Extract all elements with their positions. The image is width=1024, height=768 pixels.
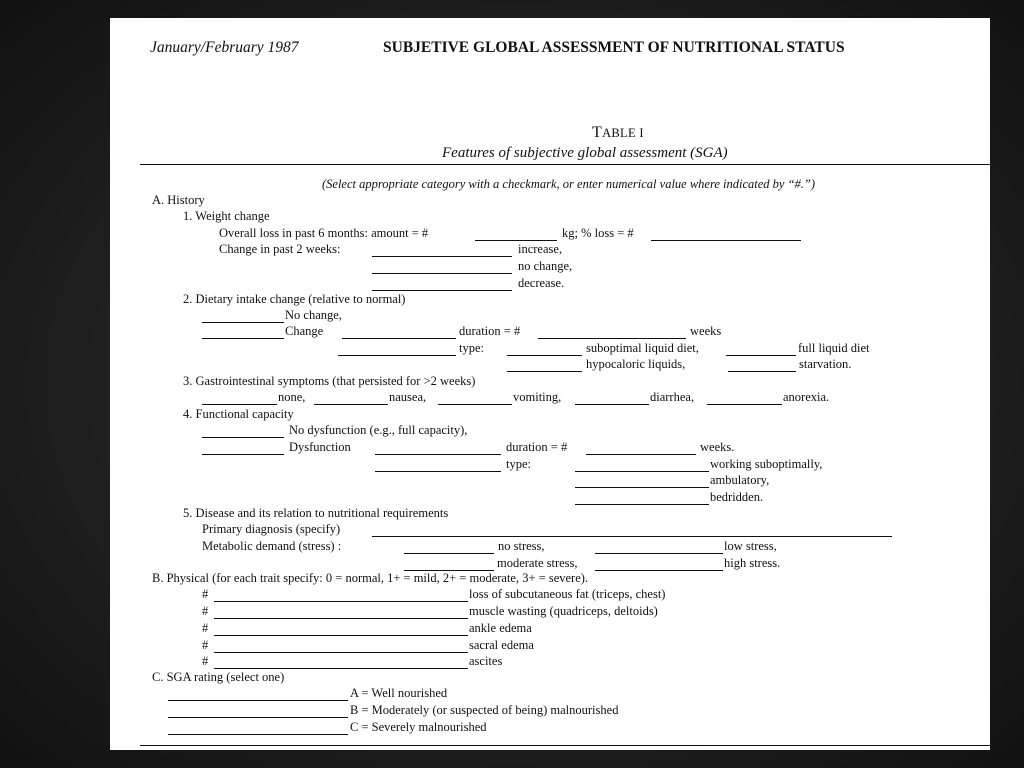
gi-none-label: none, — [278, 390, 306, 404]
section-b-heading: B. Physical (for each trait specify: 0 = normal, 1+ = mild, 2+ = moderate, 3+ = severe). — [152, 571, 589, 585]
instructions: (Select appropriate category with a checkmark, or enter numerical value where indicated by “#.”) — [322, 177, 816, 191]
low-stress-label: low stress, — [724, 539, 777, 553]
physical-hash: # — [202, 621, 209, 635]
physical-hash: # — [202, 638, 209, 652]
physical-hash: # — [202, 654, 209, 668]
gi-nausea-line[interactable] — [314, 404, 388, 405]
diet-duration-label: duration = # — [459, 324, 521, 338]
func-type-label: type: — [506, 457, 531, 471]
physical-score-field[interactable] — [214, 618, 468, 619]
bottom-rule — [140, 745, 990, 746]
hypocaloric-line[interactable] — [507, 371, 582, 372]
diet-type-label: type: — [459, 341, 484, 355]
physical-score-field[interactable] — [214, 601, 468, 602]
gi-diarrhea-line[interactable] — [575, 404, 649, 405]
rating-b-line[interactable] — [168, 717, 348, 718]
starvation-label: starvation. — [799, 357, 852, 371]
suboptimal-liquid-line[interactable] — [507, 355, 582, 356]
table-caption: Features of subjective global assessment (SGA) — [442, 145, 728, 161]
working-suboptimally-line[interactable] — [575, 471, 709, 472]
increase-checkbox-line[interactable] — [372, 256, 512, 257]
gi-nausea-label: nausea, — [389, 390, 427, 404]
ambulatory-line[interactable] — [575, 487, 709, 488]
diet-no-change-line[interactable] — [202, 322, 284, 323]
section-a-heading: A. History — [152, 193, 205, 207]
high-stress-label: high stress. — [724, 556, 781, 570]
rating-c-label: C = Severely malnourished — [350, 720, 487, 734]
no-change-label: no change, — [518, 259, 573, 273]
decrease-label: decrease. — [518, 276, 565, 290]
dysfunction-blank[interactable] — [375, 454, 501, 455]
table-label-initial: T — [592, 124, 603, 141]
functional-title: 4. Functional capacity — [183, 407, 294, 421]
no-stress-line[interactable] — [404, 553, 494, 554]
func-duration-label: duration = # — [506, 440, 568, 454]
hypocaloric-label: hypocaloric liquids, — [586, 357, 686, 371]
percent-loss-field[interactable] — [651, 240, 801, 241]
diet-change-blank[interactable] — [342, 338, 456, 339]
diet-no-change-label: No change, — [285, 308, 342, 322]
diet-duration-field[interactable] — [538, 338, 686, 339]
no-stress-label: no stress, — [498, 539, 545, 553]
table-label-rest: ABLE I — [602, 126, 644, 140]
physical-score-field[interactable] — [214, 652, 468, 653]
low-stress-line[interactable] — [595, 553, 723, 554]
suboptimal-liquid-label: suboptimal liquid diet, — [586, 341, 699, 355]
physical-item: ascites — [469, 654, 503, 668]
bedridden-line[interactable] — [575, 504, 709, 505]
top-rule — [140, 164, 990, 165]
decrease-checkbox-line[interactable] — [372, 290, 512, 291]
rating-b-label: B = Moderately (or suspected of being) malnourished — [350, 703, 619, 717]
ambulatory-label: ambulatory, — [710, 473, 770, 487]
weight-loss-amount-field[interactable] — [475, 240, 557, 241]
table-label — [592, 125, 644, 141]
change-2-weeks-label: Change in past 2 weeks: — [219, 242, 341, 256]
physical-hash: # — [202, 604, 209, 618]
full-liquid-line[interactable] — [726, 355, 796, 356]
physical-item: sacral edema — [469, 638, 534, 652]
no-change-checkbox-line[interactable] — [372, 273, 512, 274]
high-stress-line[interactable] — [595, 570, 723, 571]
disease-title: 5. Disease and its relation to nutritional requirements — [183, 506, 449, 520]
weight-change-title: 1. Weight change — [183, 209, 270, 223]
diet-change-line[interactable] — [202, 338, 284, 339]
journal-date: January/February 1987 — [150, 39, 299, 56]
physical-hash: # — [202, 587, 209, 601]
gi-diarrhea-label: diarrhea, — [650, 390, 695, 404]
primary-diagnosis-field[interactable] — [372, 536, 892, 537]
gi-none-line[interactable] — [202, 404, 277, 405]
gi-anorexia-line[interactable] — [707, 404, 782, 405]
metabolic-demand-label: Metabolic demand (stress) : — [202, 539, 342, 553]
starvation-line[interactable] — [728, 371, 796, 372]
bedridden-label: bedridden. — [710, 490, 764, 504]
dietary-title: 2. Dietary intake change (relative to normal) — [183, 292, 406, 306]
rating-a-line[interactable] — [168, 700, 348, 701]
overall-loss-label: Overall loss in past 6 months: amount = # — [219, 226, 429, 240]
func-duration-field[interactable] — [586, 454, 696, 455]
no-dysfunction-label: No dysfunction (e.g., full capacity), — [289, 423, 468, 437]
physical-score-field[interactable] — [214, 635, 468, 636]
document-page — [110, 18, 990, 750]
full-liquid-label: full liquid diet — [798, 341, 870, 355]
physical-item: loss of subcutaneous fat (triceps, chest) — [469, 587, 666, 601]
working-suboptimally-label: working suboptimally, — [710, 457, 823, 471]
kg-loss-label: kg; % loss = # — [562, 226, 634, 240]
diet-weeks-label: weeks — [690, 324, 722, 338]
rating-a-label: A = Well nourished — [350, 686, 448, 700]
moderate-stress-label: moderate stress, — [497, 556, 578, 570]
no-dysfunction-line[interactable] — [202, 437, 284, 438]
gi-anorexia-label: anorexia. — [783, 390, 830, 404]
physical-score-field[interactable] — [214, 668, 468, 669]
diet-change-label: Change — [285, 324, 324, 338]
primary-diagnosis-label: Primary diagnosis (specify) — [202, 522, 341, 536]
physical-item: ankle edema — [469, 621, 532, 635]
func-weeks-label: weeks. — [700, 440, 735, 454]
dysfunction-line[interactable] — [202, 454, 284, 455]
increase-label: increase, — [518, 242, 563, 256]
diet-type-blank[interactable] — [338, 355, 456, 356]
rating-c-line[interactable] — [168, 734, 348, 735]
gi-title: 3. Gastrointestinal symptoms (that persisted for >2 weeks) — [183, 374, 476, 388]
gi-vomiting-label: vomiting, — [513, 390, 562, 404]
section-c-heading: C. SGA rating (select one) — [152, 670, 285, 684]
physical-item: muscle wasting (quadriceps, deltoids) — [469, 604, 658, 618]
func-type-blank[interactable] — [375, 471, 501, 472]
document-title: SUBJETIVE GLOBAL ASSESSMENT OF NUTRITIONAL STATUS — [383, 39, 845, 56]
gi-vomiting-line[interactable] — [438, 404, 512, 405]
dysfunction-label: Dysfunction — [289, 440, 351, 454]
